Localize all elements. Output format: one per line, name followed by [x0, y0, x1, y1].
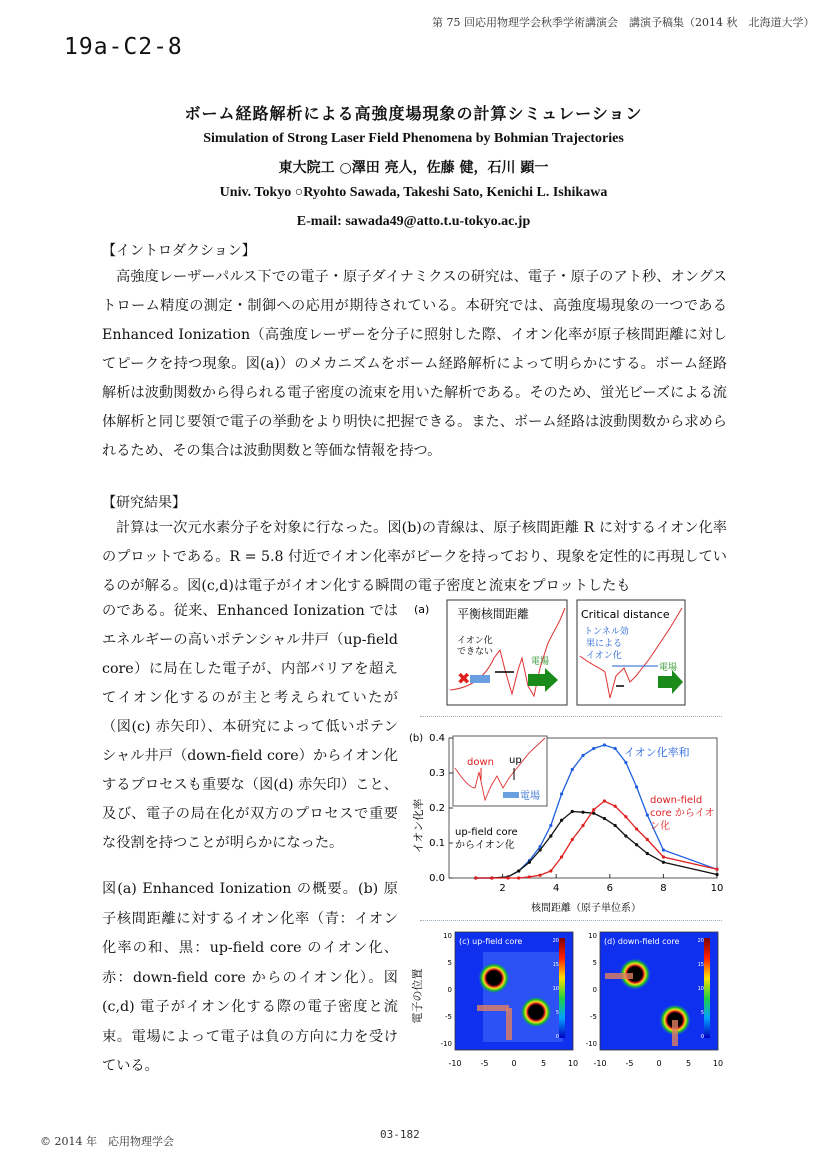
data-point — [603, 743, 606, 746]
data-point — [662, 855, 665, 858]
data-point — [490, 876, 493, 879]
svg-text:down-field: down-field — [650, 795, 703, 806]
cd-x-tick: 10 — [567, 1059, 579, 1068]
data-point — [517, 869, 520, 872]
cd-x-tick: -5 — [625, 1059, 634, 1068]
legend-sum: イオン化率和 — [624, 746, 690, 759]
data-point — [560, 855, 563, 858]
title-ja: ボーム経路解析による高強度場現象の計算シミュレーション — [184, 104, 643, 123]
cd-x-tick: -10 — [448, 1059, 462, 1068]
page-number: 03-182 — [380, 1128, 420, 1141]
figure-cd — [405, 924, 725, 1074]
data-point — [549, 824, 552, 827]
chart-panel-label: (b) — [409, 733, 424, 744]
cd-y-tick: 5 — [447, 959, 452, 967]
cd-y-tick: -5 — [590, 1013, 597, 1021]
data-point — [603, 799, 606, 802]
intro-heading: 【イントロダクション】 — [102, 243, 256, 259]
cbar-tick: 10 — [697, 986, 704, 992]
results-text-side: のである。従来、Enhanced Ionization ではエネルギーの高いポテンシャル井戸（up-field core）に局在した電子が、内部バリアを超えてイオン化するのが主と考えられていたが（図(c) 赤矢印）、本研究によって低いポテンシャル井戸（down-field core）からイオン化するプロセスも重要な（図(d) 赤矢印）こと、及び、電子の局在化が双方のプロセスで重要な役割を持つことが明らかになった。 — [102, 603, 398, 851]
data-point — [528, 875, 531, 878]
cd-y-tick: 5 — [592, 959, 597, 967]
data-point — [635, 827, 638, 830]
results-heading: 【研究結果】 — [102, 495, 186, 511]
cd-x-tick: 0 — [656, 1059, 662, 1068]
cd-x-tick: -5 — [480, 1059, 489, 1068]
x-tick-label: 4 — [553, 883, 560, 894]
separator-1 — [420, 716, 722, 717]
x-tick-label: 8 — [660, 883, 667, 894]
separator-2 — [420, 920, 722, 921]
legend-down — [650, 795, 715, 832]
intro-text: 高強度レーザーパルス下での電子・原子ダイナミクスの研究は、電子・原子のアト秒、オングストローム精度の測定・制御への応用が期待されている。本研究では、高強度場現象の一つである Enhanced Ionization（高強度レーザーを分子に照射した際、イオン化率が原子核間距離に対してピークを持つ現象。図(a)）のメカニズムをボーム経路解析によって明らかにする。ボーム経路解析は波動関数から得られる電子密度の流束を用いた解析である。そのため、蛍光ビーズによる流体解析と同じ要領で電子の挙動をより明快に把握できる。また、ボーム経路は波動関数から求められるため、その集合は波動関数と等価な情報を持つ。 — [102, 269, 727, 459]
cbar-tick: 0 — [555, 1034, 559, 1040]
inset-up-label: up — [509, 755, 522, 766]
data-point — [571, 768, 574, 771]
y-tick-label: 0.1 — [429, 838, 445, 849]
svg-text:ン化: ン化 — [650, 821, 670, 832]
data-point — [549, 869, 552, 872]
data-point — [581, 811, 584, 814]
left-title: 平衡核間距離 — [457, 607, 530, 621]
data-point — [581, 754, 584, 757]
panel-c-title: (c) up-field core — [459, 937, 523, 946]
cbar-tick: 20 — [552, 938, 559, 944]
y-tick-label: 0.3 — [429, 768, 445, 779]
data-point — [624, 815, 627, 818]
data-point — [603, 817, 606, 820]
x-tick-label: 10 — [710, 883, 724, 894]
cbar-tick: 0 — [700, 1034, 704, 1040]
data-point — [592, 747, 595, 750]
results-text-top: 計算は一次元水素分子を対象に行なった。図(b)の青線は、原子核間距離 R に対するイオン化率のプロットである。R = 5.8 付近でイオン化率がピークを持っており、現象を定性的に再現しているのが解る。図(c,d)は電子がイオン化する瞬間の電子密度と流束をプロットしたも — [102, 520, 727, 594]
data-point — [662, 848, 665, 851]
cross-icon: ✖ — [457, 669, 471, 688]
x-tick-label: 6 — [606, 883, 613, 894]
data-point — [560, 792, 563, 795]
legend-up — [455, 827, 518, 851]
right-note-1: トンネル効 — [584, 627, 629, 637]
x-tick-label: 2 — [499, 883, 506, 894]
cd-y-tick: 0 — [592, 986, 597, 994]
figure-a — [410, 598, 725, 714]
data-point — [624, 834, 627, 837]
data-point — [539, 874, 542, 877]
email: E-mail: sawada49@atto.t.u-tokyo.ac.jp — [296, 214, 531, 229]
conference-header: 第 75 回応用物理学会秋季学術講演会 講演予稿集（2014 秋 北海道大学） — [432, 16, 815, 29]
authors-ja: 東大院工 ○澤田 亮人，佐藤 健，石川 顕一 — [278, 160, 549, 176]
data-point — [614, 824, 617, 827]
data-point — [560, 819, 563, 822]
cd-y-tick: 10 — [443, 932, 452, 940]
cbar-tick: 5 — [555, 1010, 559, 1016]
cd-x-tick: 5 — [540, 1059, 547, 1068]
data-point — [528, 861, 531, 864]
cd-y-tick: 10 — [588, 932, 597, 940]
cbar-tick: 15 — [552, 962, 559, 968]
left-note-1: イオン化 — [457, 636, 493, 646]
cd-y-tick: -10 — [585, 1040, 597, 1048]
cd-x-tick: 0 — [511, 1059, 517, 1068]
data-point — [506, 876, 509, 879]
figure-a-label: (a) — [414, 603, 430, 616]
cd-x-tick: -10 — [593, 1059, 607, 1068]
data-point — [571, 838, 574, 841]
data-point — [715, 873, 718, 876]
data-point — [624, 761, 627, 764]
data-point — [571, 810, 574, 813]
data-point — [635, 785, 638, 788]
cd-y-tick: -10 — [440, 1040, 452, 1048]
svg-text:up-field core: up-field core — [455, 827, 518, 838]
data-point — [592, 808, 595, 811]
panel-d-title: (d) down-field core — [604, 937, 680, 946]
chart-inset — [453, 736, 547, 806]
left-field-label: 電場 — [531, 657, 550, 667]
title-en: Simulation of Strong Laser Field Phenomena by Bohmian Trajectories — [203, 131, 624, 146]
cbar-tick: 10 — [552, 986, 559, 992]
chart-xlabel: 核間距離（原子単位系） — [531, 903, 641, 914]
svg-text:core からイオ: core からイオ — [650, 808, 715, 819]
right-note-2: 果による — [586, 639, 623, 649]
cd-y-tick: 0 — [447, 986, 452, 994]
authors-en: Univ. Tokyo ○Ryohto Sawada, Takeshi Sato, Kenichi L. Ishikawa — [219, 185, 608, 200]
cd-x-tick: 5 — [685, 1059, 692, 1068]
data-point — [549, 834, 552, 837]
cbar-tick: 20 — [697, 938, 704, 944]
svg-text:からイオン化: からイオン化 — [455, 840, 515, 851]
data-point — [635, 843, 638, 846]
cd-ylabel: 電子の位置 — [411, 968, 424, 1024]
cbar-tick: 15 — [697, 962, 704, 968]
data-point — [646, 813, 649, 816]
data-point — [646, 838, 649, 841]
data-point — [715, 868, 718, 871]
data-point — [646, 852, 649, 855]
data-point — [539, 848, 542, 851]
data-point — [474, 876, 477, 879]
data-point — [517, 876, 520, 879]
y-tick-label: 0.2 — [429, 803, 445, 814]
chart-b — [405, 728, 725, 918]
right-field-label: 電場 — [659, 663, 678, 673]
data-point — [662, 861, 665, 864]
chart-ylabel: イオン化率 — [412, 798, 425, 854]
data-point — [581, 824, 584, 827]
right-title: Critical distance — [581, 608, 670, 621]
left-note-2: できない — [457, 647, 494, 657]
cd-y-tick: -5 — [445, 1013, 452, 1021]
tunnel-arrow-left — [470, 675, 490, 683]
cd-x-tick: 10 — [712, 1059, 724, 1068]
cbar-tick: 5 — [700, 1010, 704, 1016]
right-note-3: イオン化 — [586, 651, 622, 661]
inset-field-label: 電場 — [520, 791, 540, 802]
figure-caption: 図(a) Enhanced Ionization の概要。(b) 原子核間距離に対するイオン化率（青：イオン化率の和、黒：up-field core のイオン化、赤：down-field core からのイオン化）。図(c,d) 電子がイオン化する際の電子密度と流束。電場によって電子は負の方向に力を受けている。 — [102, 881, 398, 1074]
y-tick-label: 0.4 — [429, 733, 445, 744]
data-point — [614, 805, 617, 808]
inset-down-label: down — [467, 757, 494, 768]
y-tick-label: 0.0 — [429, 873, 445, 884]
session-code: 19a-C2-8 — [64, 34, 183, 60]
data-point — [614, 747, 617, 750]
copyright: © 2014 年 応用物理学会 — [40, 1135, 174, 1148]
